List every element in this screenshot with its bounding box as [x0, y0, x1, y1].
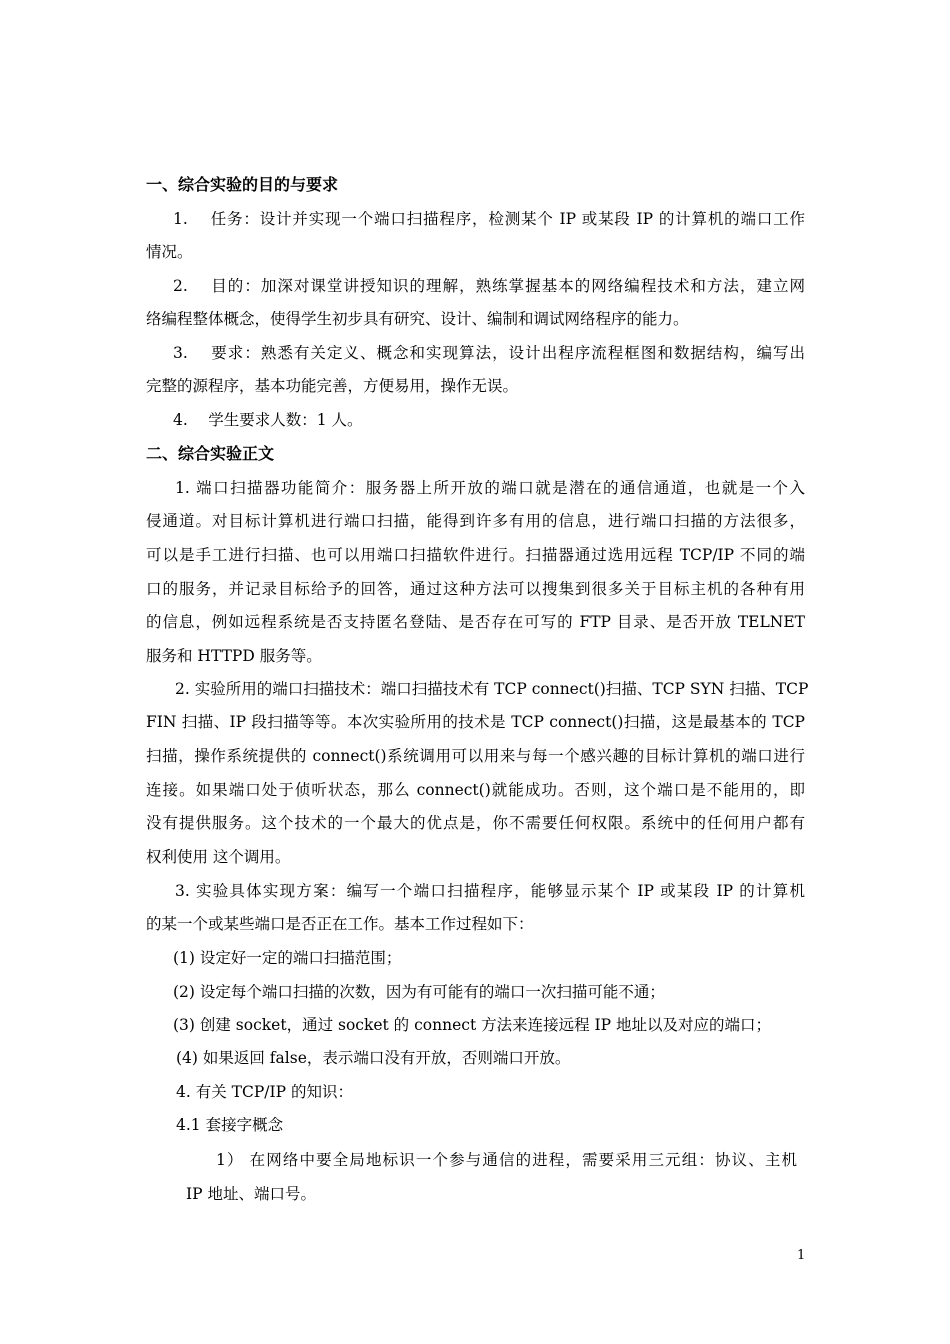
item-2-line-1: 2. 目的：加深对课堂讲授知识的理解，熟练掌握基本的网络编程技术和方法，建立网	[173, 277, 805, 295]
para2-line: 没有提供服务。这个技术的一个最大的优点是，你不需要任何权限。系统中的任何用户都有	[146, 814, 805, 832]
section-heading-2: 二、综合实验正文	[146, 444, 275, 463]
para1-line: 1. 端口扫描器功能简介：服务器上所开放的端口就是潜在的通信通道，也就是一个入	[175, 479, 805, 497]
item-1-line-1: 1. 任务：设计并实现一个端口扫描程序，检测某个 IP 或某段 IP 的计算机的端口工作	[173, 210, 805, 228]
item-4-line-1: 4. 学生要求人数：1 人。	[173, 411, 363, 429]
para2-line: 2. 实验所用的端口扫描技术：端口扫描技术有 TCP connect()扫描、TCP SYN 扫描、TCP	[175, 680, 809, 698]
para2-line: 权利使用 这个调用。	[146, 848, 291, 866]
step-item: (3) 创建 socket，通过 socket 的 connect 方法来连接远程 IP 地址以及对应的端口；	[173, 1016, 772, 1034]
para1-line: 的信息，例如远程系统是否支持匿名登陆、是否存在可写的 FTP 目录、是否开放 TELNET	[146, 613, 805, 631]
step-item: (4) 如果返回 false，表示端口没有开放，否则端口开放。	[176, 1049, 571, 1067]
item-1-line-2: 情况。	[146, 243, 193, 261]
para3-line: 的某一个或某些端口是否正在工作。基本工作过程如下：	[146, 915, 534, 933]
item-2-line-2: 络编程整体概念，使得学生初步具有研究、设计、编制和调试网络程序的能力。	[146, 310, 689, 328]
para4-heading: 4. 有关 TCP/IP 的知识：	[176, 1083, 353, 1101]
para1-line: 可以是手工进行扫描、也可以用端口扫描软件进行。扫描器通过选用远程 TCP/IP 不同的端	[146, 546, 805, 564]
subsection-4-1-heading: 4.1 套接字概念	[176, 1116, 284, 1134]
point-1-line-2: IP 地址、端口号。	[186, 1185, 316, 1203]
item-3-line-1: 3. 要求：熟悉有关定义、概念和实现算法，设计出程序流程框图和数据结构，编写出	[173, 344, 805, 362]
point-1-line-1: 1） 在网络中要全局地标识一个参与通信的进程，需要采用三元组：协议、主机	[216, 1151, 797, 1169]
para1-line: 侵通道。对目标计算机进行端口扫描，能得到许多有用的信息，进行端口扫描的方法很多，	[146, 512, 805, 530]
para1-line: 服务和 HTTPD 服务等。	[146, 647, 322, 665]
para2-line: 扫描，操作系统提供的 connect()系统调用可以用来与每一个感兴趣的目标计算机的端口进行	[146, 747, 805, 765]
para3-line: 3. 实验具体实现方案：编写一个端口扫描程序，能够显示某个 IP 或某段 IP 的计算机	[175, 882, 805, 900]
para2-line: 连接。如果端口处于侦听状态，那么 connect()就能成功。否则，这个端口是不能用的，即	[146, 781, 805, 799]
section-heading-1: 一、综合实验的目的与要求	[146, 175, 339, 194]
step-item: (1) 设定好一定的端口扫描范围；	[173, 949, 402, 967]
step-item: (2) 设定每个端口扫描的次数，因为有可能有的端口一次扫描可能不通；	[173, 983, 665, 1001]
para1-line: 口的服务，并记录目标给予的回答，通过这种方法可以搜集到很多关于目标主机的各种有用	[146, 580, 805, 598]
item-3-line-2: 完整的源程序，基本功能完善，方便易用，操作无误。	[146, 377, 519, 395]
para2-line: FIN 扫描、IP 段扫描等等。本次实验所用的技术是 TCP connect()扫描，这是最基本的 TCP	[146, 713, 805, 731]
page-number: 1	[797, 1248, 806, 1263]
